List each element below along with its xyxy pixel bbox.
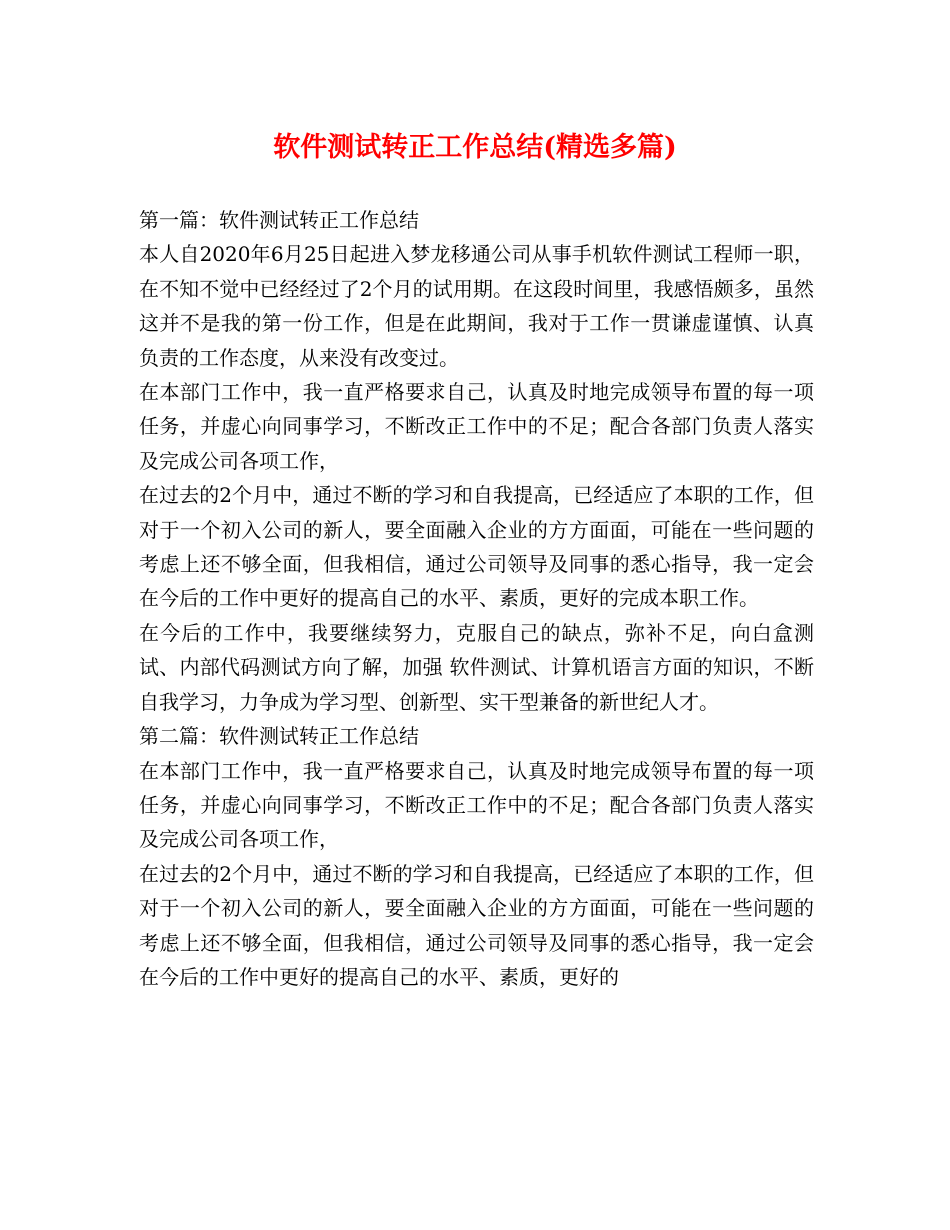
section-heading-1: 第一篇：软件测试转正工作总结: [139, 208, 419, 232]
paragraph: 在今后的工作中，我要继续努力，克服自己的缺点，弥补不足，向白盒测试、内部代码测试方向了解，加强 软件测试、计算机语言方面的知识，不断自我学习，力争成为学习型、创新型、实干型兼备的新世纪人才。: [139, 620, 814, 714]
paragraph: 本人自2020年6月25日起进入梦龙移通公司从事手机软件测试工程师一职，在不知不觉中已经经过了2个月的试用期。在这段时间里，我感悟颇多，虽然这并不是我的第一份工作，但是在此期间，我对于工作一贯谦虚谨慎、认真负责的工作态度，从来没有改变过。: [139, 242, 814, 370]
paragraph: 在过去的2个月中，通过不断的学习和自我提高，已经适应了本职的工作，但对于一个初入公司的新人，要全面融入企业的方方面面，可能在一些问题的考虑上还不够全面，但我相信，通过公司领导及同事的悉心指导，我一定会在今后的工作中更好的提高自己的水平、素质，更好的: [139, 861, 814, 989]
document-body: [139, 203, 814, 994]
section-heading-2: 第二篇：软件测试转正工作总结: [139, 724, 419, 749]
paragraph: 在过去的2个月中，通过不断的学习和自我提高，已经适应了本职的工作，但对于一个初入公司的新人，要全面融入企业的方方面面，可能在一些问题的考虑上还不够全面，但我相信，通过公司领导及同事的悉心指导，我一定会在今后的工作中更好的提高自己的水平、素质，更好的完成本职工作。: [139, 483, 814, 611]
document-title: 软件测试转正工作总结(精选多篇): [273, 132, 677, 163]
paragraph: 在本部门工作中，我一直严格要求自己，认真及时地完成领导布置的每一项任务，并虚心向同事学习，不断改正工作中的不足；配合各部门负责人落实及完成公司各项工作，: [139, 758, 814, 852]
paragraph: 在本部门工作中，我一直严格要求自己，认真及时地完成领导布置的每一项任务，并虚心向同事学习，不断改正工作中的不足；配合各部门负责人落实及完成公司各项工作，: [139, 380, 814, 473]
